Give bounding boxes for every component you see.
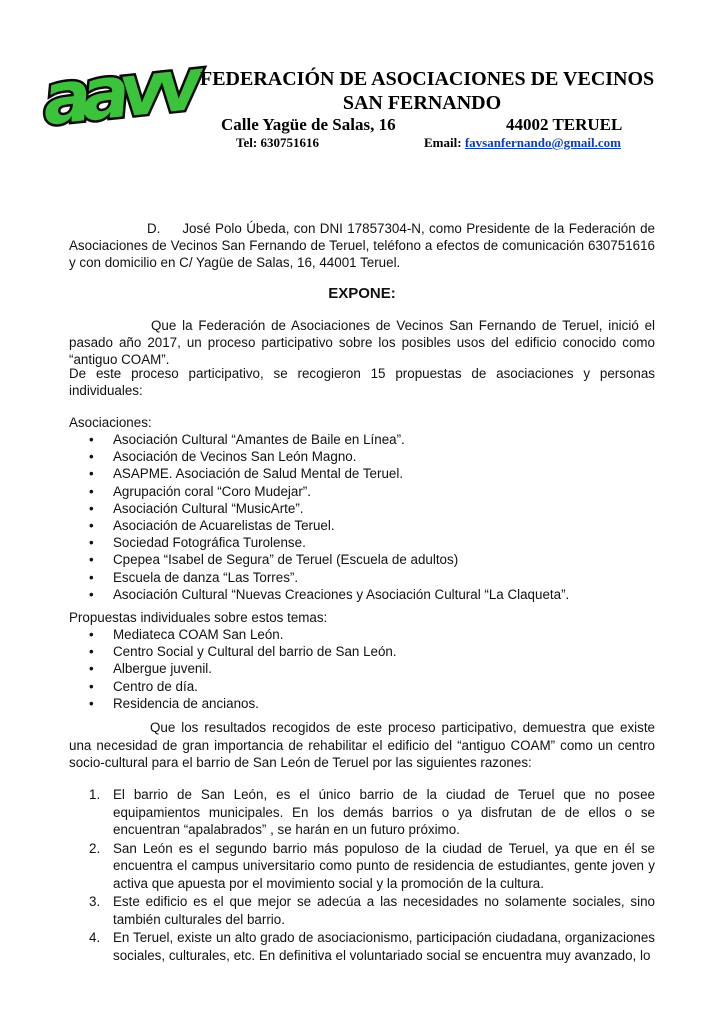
list-item: • Cpepea “Isabel de Segura” de Teruel (Escuela de adultos) (69, 551, 569, 568)
list-item (69, 929, 655, 964)
telephone: Tel: 630751616 (236, 135, 319, 150)
email-link[interactable]: favsanfernando@gmail.com (464, 135, 621, 150)
item-text: El barrio de San León, es el único barrio de la ciudad de Teruel que no posee equipamientos municipales. En los demás barrios o ya disfrutan de de ellos o se encuentran “apalabrados” , se harán en un futuro próximo. (113, 787, 655, 837)
item-text: En Teruel, existe un alto grado de asociacionismo, participación ciudadana, organizaciones sociales, culturales, etc. En definitiva el voluntariado social se encuentra muy avanzado, lo (113, 930, 655, 963)
item-number: 4. (89, 930, 101, 945)
email-line (424, 135, 621, 151)
list-item: • Escuela de danza “Las Torres”. (69, 569, 569, 586)
list-item: • Asociación de Acuarelistas de Teruel. (69, 517, 569, 534)
org-name-line1: FEDERACIÓN DE ASOCIACIONES DE VECINOS (200, 68, 655, 90)
results-paragraph (69, 719, 655, 772)
reasons-list (69, 786, 655, 965)
results-text: Que los resultados recogidos de este proceso participativo, demuestra que existe una necesidad de gran importancia de rehabilitar el edificio del “antiguo COAM” como un centro socio-cultural para el barrio de San León de Teruel por las siguientes razones: (69, 720, 655, 770)
org-name-line2: SAN FERNANDO (342, 92, 502, 114)
intro-paragraph (69, 220, 659, 271)
email-label: Email: (424, 135, 462, 150)
list-item (69, 893, 655, 928)
logo-text: aavv (38, 42, 198, 142)
associations-list (69, 431, 569, 603)
list-item: • Residencia de ancianos. (69, 695, 397, 712)
list-item: • Asociación Cultural “Amantes de Baile en Línea”. (69, 431, 569, 448)
list-item: • Albergue juvenil. (69, 660, 397, 677)
address: Calle Yagüe de Salas, 16 (221, 115, 396, 134)
postal-city: 44002 TERUEL (506, 115, 623, 134)
list-item: • ASAPME. Asociación de Salud Mental de Teruel. (69, 465, 569, 482)
expone-paragraph-2: De este proceso participativo, se recogieron 15 propuestas de asociaciones y personas individuales: (69, 366, 655, 398)
item-number: 2. (89, 840, 101, 856)
item-number: 1. (89, 787, 101, 802)
list-item: • Asociación Cultural “MusicArte”. (69, 500, 569, 517)
list-item: • Asociación de Vecinos San León Magno. (69, 448, 569, 465)
item-text: San León es el segundo barrio más populoso de la ciudad de Teruel, ya que en él se encuentra el campus universitario como punto de residencia de estudiantes, gente joven y activa que apuesta por el movimiento social y la promoción de la cultura. (113, 840, 655, 891)
list-item: • Agrupación coral “Coro Mudejar”. (69, 483, 569, 500)
expone-text-1: Que la Federación de Asociaciones de Vecinos San Fernando de Teruel, inició el pasado año 2017, un proceso participativo sobre los posibles usos del edificio conocido como “antiguo COAM”. (69, 318, 655, 367)
intro-text: D. José Polo Úbeda, con DNI 17857304-N, como Presidente de la Federación de Asociaciones de Vecinos San Fernando de Teruel, teléfono a efectos de comunicación 630751616 y con domicilio en C/ Yagüe de Salas, 16, 44001 Teruel. (69, 221, 659, 270)
section-title: EXPONE: (328, 285, 396, 302)
individual-proposals-list (69, 626, 397, 712)
list-item (69, 786, 655, 839)
item-number: 3. (89, 894, 101, 909)
organization-logo (36, 40, 198, 142)
list-item (69, 840, 655, 893)
expone-paragraph-1 (69, 317, 655, 368)
item-text: Este edificio es el que mejor se adecúa a las necesidades no solamente sociales, sino también culturales del barrio. (113, 894, 655, 927)
associations-label: Asociaciones: (69, 415, 152, 430)
list-item: • Sociedad Fotográfica Turolense. (69, 534, 569, 551)
list-item: • Mediateca COAM San León. (69, 626, 397, 643)
list-item: • Asociación Cultural “Nuevas Creaciones y Asociación Cultural “La Claqueta”. (69, 586, 569, 603)
list-item: • Centro Social y Cultural del barrio de San León. (69, 643, 397, 660)
list-item: • Centro de día. (69, 678, 397, 695)
individual-proposals-label: Propuestas individuales sobre estos temas: (69, 610, 328, 625)
